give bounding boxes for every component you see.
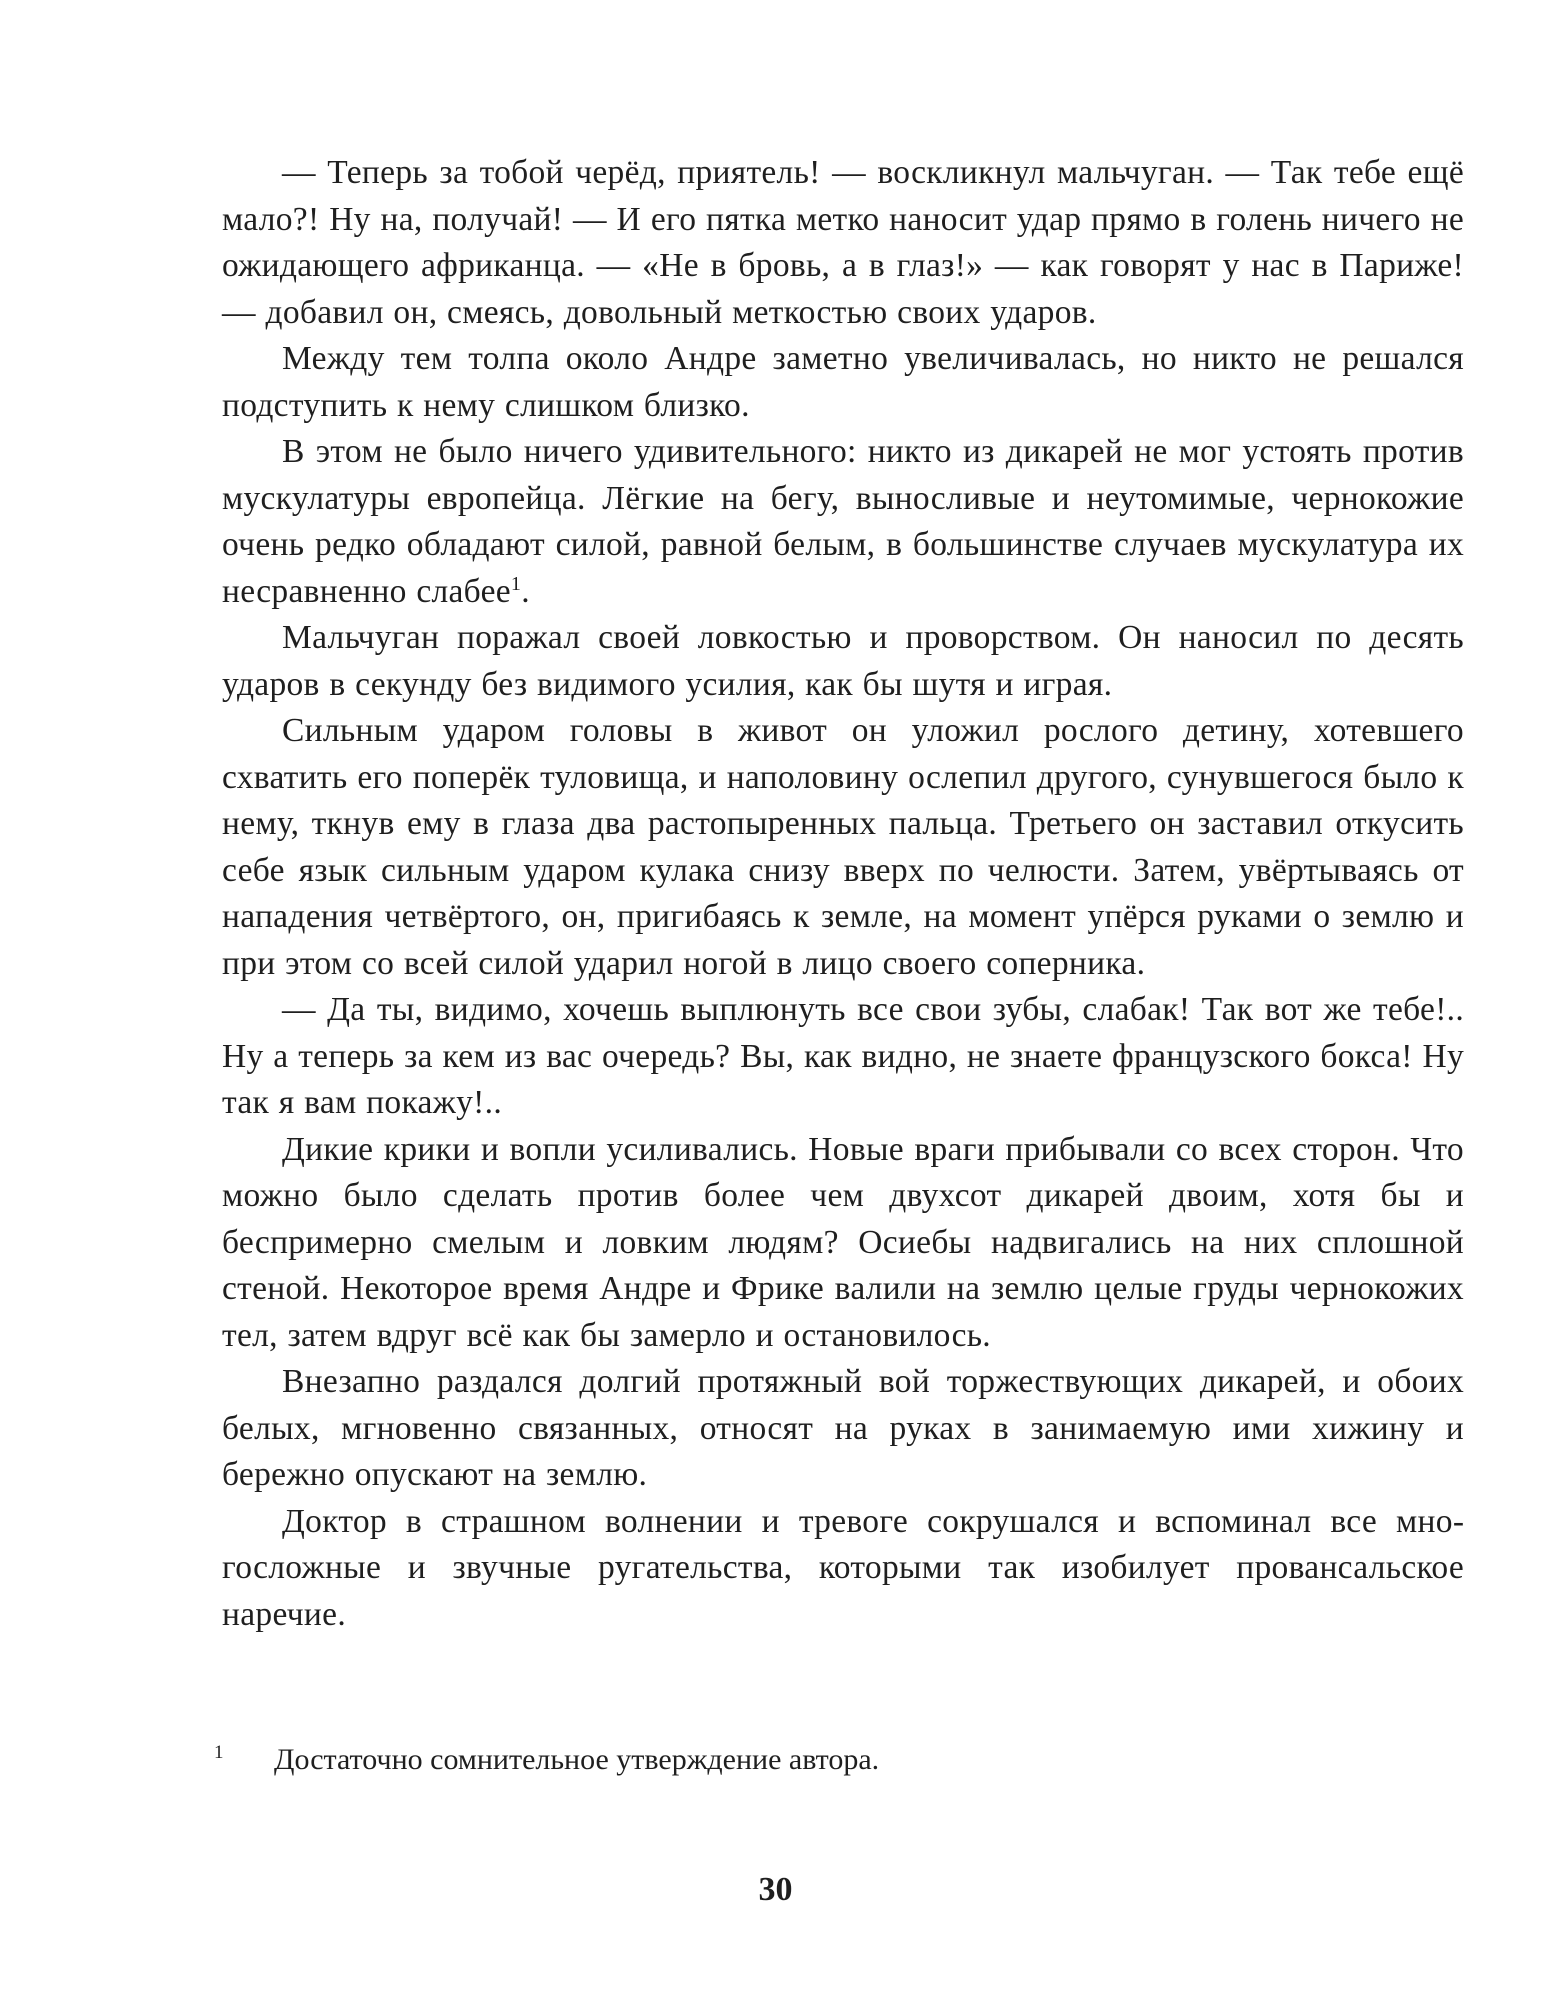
paragraph-6: — Да ты, видимо, хочешь выплюнуть все свои зубы, слабак! Так вот же тебе!.. Ну а теперь за кем из вас очередь? Вы, как видно, не знаете французского бокса! Ну так я вам покажу!.. bbox=[222, 991, 1464, 1121]
paragraph-9: Доктор в страшном волнении и тревоге сокрушался и вспоминал все многосложные и звучные ругательства, которыми так изобилует провансальское наречие. bbox=[222, 1502, 1464, 1633]
paragraph-7: Дикие крики и вопли усиливались. Новые враги прибывали со всех сторон. Что можно было сделать против более чем двухсот дикарей двоим, хотя бы и беспримерно смелым и ловким людям? Осиебы надвигались на них сплошной стеной. Некоторое время Андре и Фрике валили на землю целые груды чернокожих тел, затем вдруг всё как бы замерло и остановилось. bbox=[222, 1130, 1464, 1354]
footnote-number: 1 bbox=[214, 1742, 224, 1763]
footnote-reference[interactable]: 1 bbox=[510, 572, 522, 595]
paragraph-2: Между тем толпа около Андре заметно увеличивалась, но никто не решался подступить к нему слишком близко. bbox=[222, 340, 1464, 424]
main-text bbox=[222, 150, 1464, 1638]
paragraph-8: Внезапно раздался долгий протяжный вой торжествующих дикарей, и обоих белых, мгновенно связанных, относят на руках в занимаемую ими хижину и бережно опускают на землю. bbox=[222, 1363, 1464, 1493]
footnote bbox=[214, 1740, 1464, 1780]
paragraph-3 bbox=[222, 429, 1464, 615]
paragraph-3-end: . bbox=[521, 572, 530, 610]
paragraph-4: Мальчуган поражал своей ловкостью и проворством. Он наносил по десять ударов в секунду без видимого усилия, как бы шутя и играя. bbox=[222, 619, 1464, 703]
paragraph-3-text: В этом не было ничего удивительного: никто из дикарей не мог устоять против мускулатуры европейца. Лёгкие на бегу, выносливые и неутомимые, чернокожие очень редко обладают силой, равной белым, в большинстве случаев мускулатура их несравненно слабее bbox=[222, 433, 1464, 610]
paragraph-5: Сильным ударом головы в живот он уложил рослого детину, хотевшего схватить его поперёк туловища, и наполовину ослепил другого, сунувшегося было к нему, ткнув ему в глаза два растопыренных пальца. Третьего он заставил откусить себе язык сильным ударом кулака снизу вверх по челюсти. Затем, увёртываясь от нападения четвёртого, он, пригибаясь к земле, на момент упёрся руками о землю и при этом со всей силой ударил ногой в лицо своего соперника. bbox=[222, 712, 1464, 982]
footnote-text: Достаточно сомнительное утверждение автора. bbox=[274, 1743, 880, 1776]
paragraph-1: — Теперь за тобой черёд, приятель! — воскликнул мальчуган. — Так тебе ещё мало?! Ну на, получай! — И его пятка метко наносит удар прямо в голень ничего не ожидающего африканца. — «Не в бровь, а в глаз!» — как говорят у нас в Париже! — добавил он, смеясь, довольный меткостью своих ударов. bbox=[222, 154, 1464, 331]
page-number: 30 bbox=[758, 1871, 793, 1908]
